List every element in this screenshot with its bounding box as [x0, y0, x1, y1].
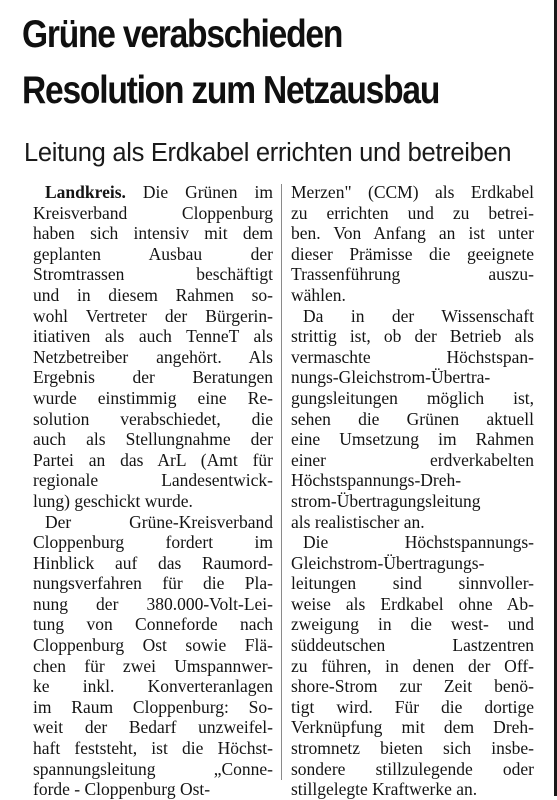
- article-text-line: stromnetz bieten sich insbe-: [291, 738, 534, 759]
- article-text-line: strom-Übertragungsleitung: [291, 490, 481, 511]
- article-text-line: leitungen sind sinnvoller-: [291, 573, 534, 594]
- article-text-line: haben sich intensiv mit dem: [33, 223, 273, 244]
- article-text-line: sehen die Grünen aktuell: [291, 408, 534, 429]
- article-text-line: vermaschte Höchstspan-: [291, 346, 534, 367]
- article-text-line: Stromtrassen beschäftigt: [33, 264, 273, 285]
- article-text-line: Die Höchstspannungs-: [303, 532, 534, 553]
- article-text-line: eine Umsetzung im Rahmen: [291, 429, 534, 450]
- subheadline: Leitung als Erdkabel errichten und betreiben: [24, 139, 512, 167]
- article-text-line: Merzen" (CCM) als Erdkabel: [291, 182, 534, 202]
- article-text-line: wurde einstimmig eine Re-: [33, 387, 273, 408]
- article-text-line: Gleichstrom-Übertragungs-: [291, 552, 485, 573]
- article-text-line: nungsverfahren für die Pla-: [33, 573, 273, 594]
- article-text-line: Hinblick auf das Raumord-: [33, 552, 273, 573]
- article-text-line: nung der 380.000-Volt-Lei-: [33, 593, 273, 614]
- article-text-line: tung von Conneforde nach: [33, 614, 273, 635]
- article-text-line: Trassenführung auszu-: [291, 264, 534, 285]
- article-text-line: lung) geschickt wurde.: [33, 490, 193, 511]
- article-text-line: solution verabschiedet, die: [33, 408, 273, 429]
- article-text-line: einer erdverkabelten: [291, 449, 534, 470]
- article-text-line: Ergebnis der Beratungen: [33, 367, 273, 388]
- article-text-line: haft feststeht, ist die Höchst-: [33, 738, 273, 759]
- article-text-line: weit der Bedarf unzweifel-: [33, 717, 273, 738]
- article-text-line: gungsleitungen möglich ist,: [291, 387, 534, 408]
- article-text-line: wohl Vertreter der Bürgerin-: [33, 305, 273, 326]
- article-text-line: ben. Von Anfang an ist unter: [291, 223, 534, 244]
- article-text-line: dieser Prämisse die geeignete: [291, 243, 534, 264]
- headline-line-2: Resolution zum Netzausbau: [22, 69, 440, 112]
- article-text-line: Landkreis. Die Grünen im: [45, 182, 273, 202]
- article-text-line: Partei an das ArL (Amt für: [33, 449, 273, 470]
- article-text-line: auch als Stellungnahme der: [33, 429, 273, 450]
- article-text-line: Kreisverband Cloppenburg: [33, 202, 273, 223]
- article-text-line: shore-Strom zur Zeit benö-: [291, 676, 534, 697]
- article-text-line: ke inkl. Konverteranlagen: [33, 676, 273, 697]
- article-text-line: chen für zwei Umspannwer-: [33, 655, 273, 676]
- article-text-line: Der Grüne-Kreisverband: [45, 511, 273, 532]
- article-text-line: Da in der Wissenschaft: [303, 305, 534, 326]
- article-text-line: regionale Landesentwick-: [33, 470, 273, 491]
- article-text-line: nungs-Gleichstrom-Übertra-: [291, 367, 491, 388]
- article-text-line: stillgelegte Kraftwerke an.: [291, 779, 478, 800]
- article-text-line: geplanten Ausbau der: [33, 243, 273, 264]
- article-text-line: wählen.: [291, 284, 346, 305]
- article-text-line: itiativen als auch TenneT als: [33, 326, 273, 347]
- article-text-line: spannungsleitung „Conne-: [33, 758, 273, 779]
- article-column-left: [33, 182, 273, 800]
- article-text-line: zweigung in die west- und: [291, 614, 534, 635]
- article-text-line: forde - Cloppenburg Ost-: [33, 779, 211, 800]
- article-text-line: Höchstspannungs-Dreh-: [291, 470, 462, 491]
- article-column-right: [291, 182, 534, 800]
- headline-line-1: Grüne verabschieden: [22, 13, 343, 56]
- article-text-line: süddeutschen Lastzentren: [291, 635, 534, 656]
- article-text-line: Cloppenburg Ost sowie Flä-: [33, 635, 273, 656]
- article-text-line: im Raum Cloppenburg: So-: [33, 696, 273, 717]
- article-text-line: Cloppenburg fordert im: [33, 532, 273, 553]
- column-divider: [281, 184, 282, 780]
- article-text-line: sondere stillzulegende oder: [291, 758, 534, 779]
- article-text-line: tigt wird. Für die dortige: [291, 696, 534, 717]
- article-text-line: zu führen, in denen der Off-: [291, 655, 534, 676]
- article-text-line: und in diesem Rahmen so-: [33, 284, 273, 305]
- article-text-line: als realistischer an.: [291, 511, 425, 532]
- article-text-line: weise als Erdkabel ohne Ab-: [291, 593, 534, 614]
- article-text-line: zu errichten und zu betrei-: [291, 202, 534, 223]
- article-text-line: Verknüpfung mit dem Dreh-: [291, 717, 534, 738]
- article-text-line: strittig ist, ob der Betrieb als: [291, 326, 534, 347]
- article-text-line: Netzbetreiber angehört. Als: [33, 346, 273, 367]
